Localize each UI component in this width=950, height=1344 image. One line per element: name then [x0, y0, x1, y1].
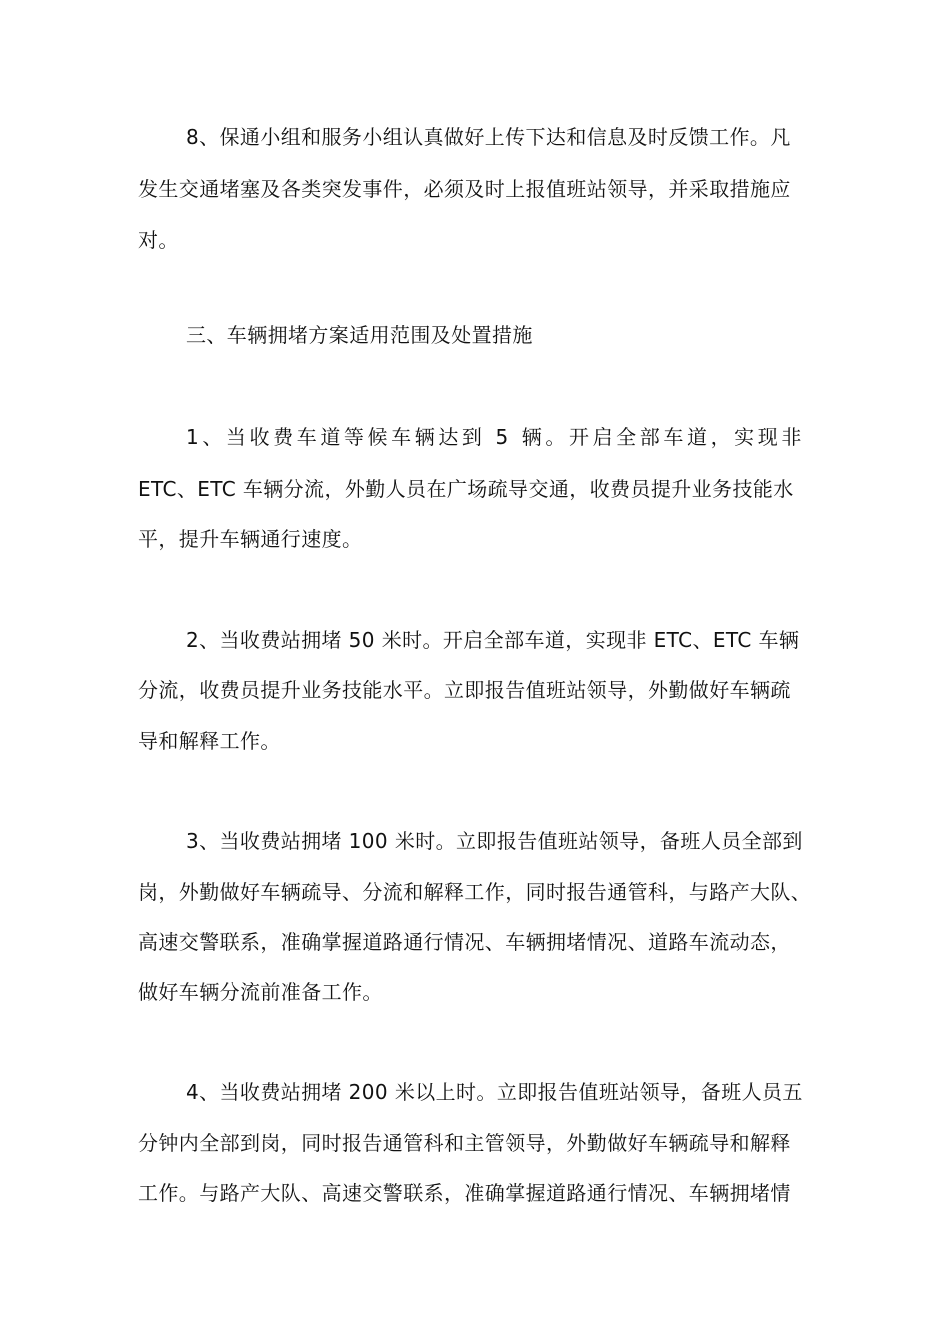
measure-2-line-3: 导和解释工作。: [138, 729, 281, 753]
measure-4-line-3: 工作。与路产大队、高速交警联系，准确掌握道路通行情况、车辆拥堵情: [138, 1181, 791, 1205]
item-8-line-1: 8、保通小组和服务小组认真做好上传下达和信息及时反馈工作。凡: [186, 125, 791, 149]
measure-4-line-2: 分钟内全部到岗，同时报告通管科和主管领导，外勤做好车辆疏导和解释: [138, 1131, 791, 1155]
measure-3-line-3: 高速交警联系，准确掌握道路通行情况、车辆拥堵情况、道路车流动态，: [138, 930, 791, 954]
measure-3-line-4: 做好车辆分流前准备工作。: [138, 980, 383, 1004]
measure-4-line-1: 4、当收费站拥堵 200 米以上时。立即报告值班站领导，备班人员五: [186, 1080, 803, 1104]
measure-1-line-2: ETC、ETC 车辆分流，外勤人员在广场疏导交通，收费员提升业务技能水: [138, 477, 794, 501]
measure-3-line-2: 岗，外勤做好车辆疏导、分流和解释工作，同时报告通管科，与路产大队、: [138, 880, 812, 904]
measure-2-line-2: 分流，收费员提升业务技能水平。立即报告值班站领导，外勤做好车辆疏: [138, 678, 791, 702]
measure-1-line-3: 平，提升车辆通行速度。: [138, 527, 363, 551]
measure-2-line-1: 2、当收费站拥堵 50 米时。开启全部车道，实现非 ETC、ETC 车辆: [186, 628, 800, 652]
section-3-heading: 三、车辆拥堵方案适用范围及处置措施: [186, 323, 533, 347]
item-8-line-2: 发生交通堵塞及各类突发事件，必须及时上报值班站领导，并采取措施应: [138, 177, 791, 201]
measure-3-line-1: 3、当收费站拥堵 100 米时。立即报告值班站领导，备班人员全部到: [186, 829, 803, 853]
measure-1-line-1: 1、当收费车道等候车辆达到 5 辆。开启全部车道，实现非: [186, 425, 805, 449]
item-8-line-3: 对。: [138, 228, 179, 252]
